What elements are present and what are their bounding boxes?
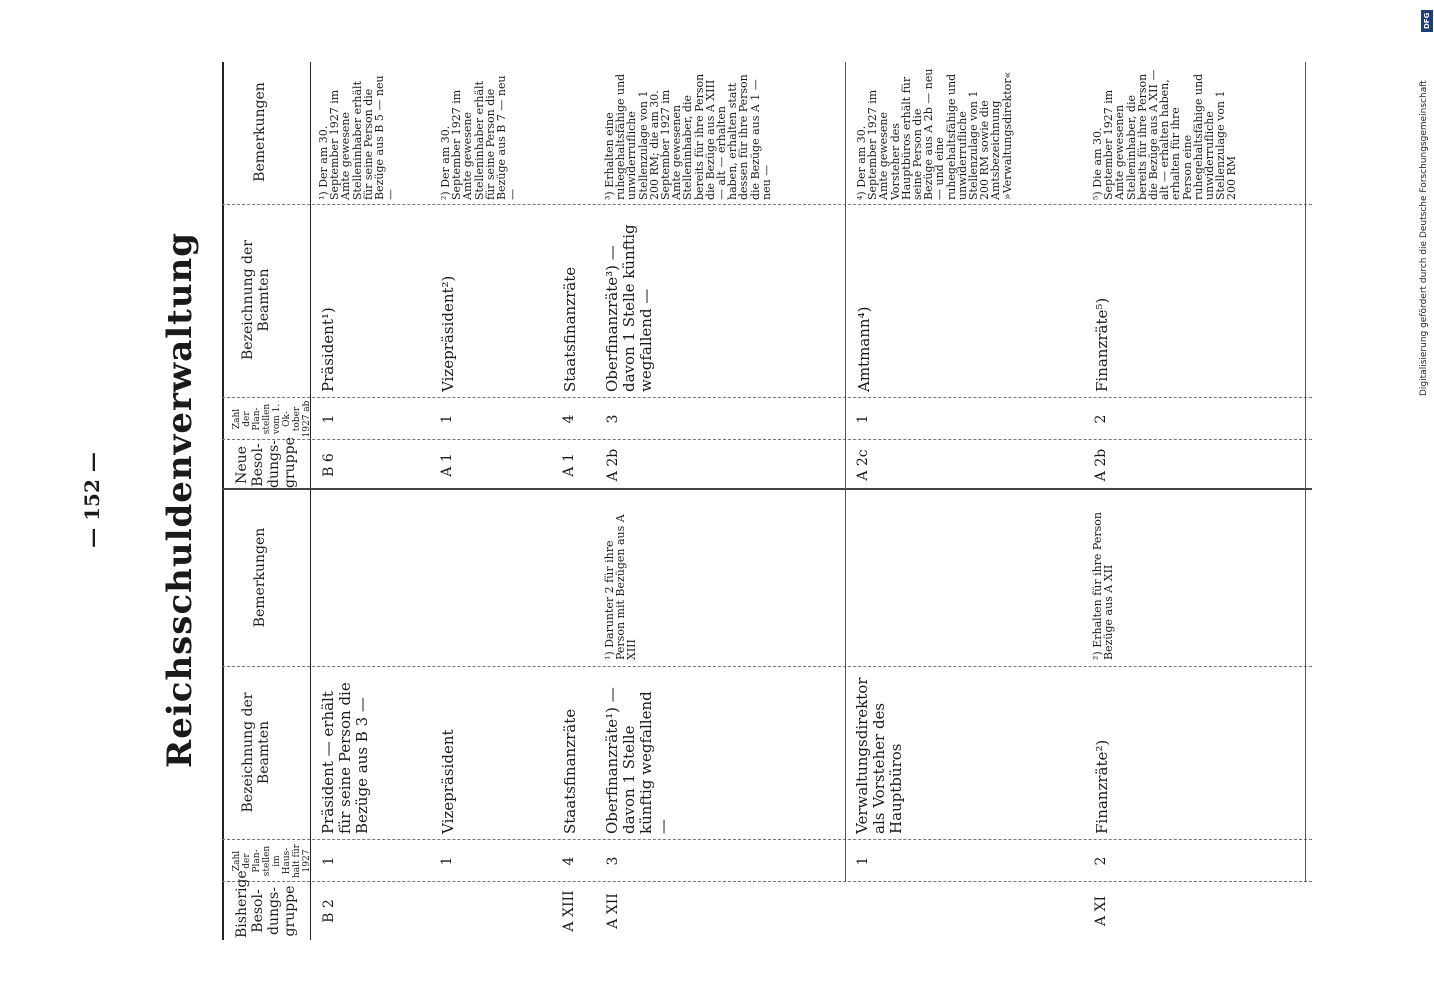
header-count-new: Zahl der Plan-stellen vom 1. Ok-tober 1927 ab [232,400,312,438]
dfg-logo-icon: DFG [1421,10,1433,32]
row-count-old: 4 [561,856,577,866]
row-rule [845,62,846,882]
row-count-new: 1 [855,414,871,424]
row-designation-new: Vizepräsident²) [439,275,457,392]
row-count-old: 3 [605,856,621,866]
header-new-group: Neue Besol-dungs-gruppe [234,437,298,488]
column-separator [222,204,1312,205]
row-remark-new: ⁵) Die am 30. September 1927 im Amte gewesenen Stelleninhaber, die bereits für ihre Person die Bezüge aus A XII — alt — erhalten haben, erhalten für ihre Person eine ruhegehaltsfähige und unwiderrufliche Stellenzulage von 1 200 RM [1091,69,1239,200]
row-designation-new: Präsident¹) [319,307,337,392]
row-old-group: A XIII [561,890,577,932]
row-old-group: A XI [1093,895,1109,927]
center-divider [222,488,1312,490]
row-designation-new: Amtmann⁴) [855,306,873,392]
row-count-new: 4 [561,414,577,424]
header-remarks-old: Bemerkungen [252,527,268,628]
page-title: Reichsschuldenverwaltung [160,231,200,769]
table-top-rule [222,62,224,940]
row-new-group: A 2b [1093,448,1109,482]
row-count-old: 1 [321,856,337,866]
row-count-old: 2 [1093,856,1109,866]
row-count-new: 1 [321,414,337,424]
row-count-new: 2 [1093,414,1109,424]
page-number: — 152 — [80,452,104,548]
row-remark-old: ¹) Darunter 2 für ihre Person mit Bezügen aus A XIII [603,514,639,660]
digitization-note: Digitalisierung gefördert durch die Deutsche Forschungsgemeinschaft [1419,80,1429,396]
header-count-budget: Zahl der Plan-stellen im Haus-halt für 1927 [232,844,312,878]
header-designation-old: Bezeichnung der Beamten [240,692,272,813]
row-remark-new: ³) Erhalten eine ruhegehaltsfähige und unwiderrufliche Stellenzulage von 1 200 RM; die am 30. September 1927 im Amte gewesenen Stelleninhaber, die bereits für ihre Person die Bezüge aus A XIII — alt — erhalten haben, erhalten statt dessen für ihre Person die Bezüge aus A 1 — neu — [603,73,773,200]
row-new-group: A 1 [439,453,455,477]
row-remark-new: ⁴) Der am 30. September 1927 im Amte gewesene Vorsteher des Hauptbüros erhält für seine Person die Bezüge aus A 2b — neu — und eine ruhegehaltsfähige und unwiderrufliche Stellenzulage von 1 200 RM sowie die Amtsbezeichnung »Verwaltungsdirektor« [855,68,1014,200]
row-new-group: A 2b [605,448,621,482]
header-designation-new: Bezeichnung der Beamten [240,240,272,360]
row-count-new: 3 [605,414,621,424]
row-new-group: A 2c [855,449,871,481]
row-old-group: A XII [605,893,621,929]
row-designation-old: Vizepräsident [439,729,457,834]
column-separator [222,397,1312,398]
row-designation-new: Staatsfinanzräte [561,266,579,392]
row-count-old: 1 [439,856,455,866]
row-designation-old: Verwaltungsdirektor als Vorsteher des Hauptbüros [853,677,905,834]
row-designation-old: Staatsfinanzräte [561,708,579,834]
row-designation-old: Präsident — erhält für seine Person die Bezüge aus B 3 — [319,682,371,834]
column-separator [222,881,1312,882]
column-separator [222,839,1312,840]
row-remark-new: ¹) Der am 30. September 1927 im Amte gewesene Stelleninhaber erhält für seine Person die Bezüge aus B 5 — neu — [317,75,398,200]
column-separator [222,439,1312,440]
row-new-group: A 1 [561,453,577,477]
header-remarks-new: Bemerkungen [252,82,268,182]
row-count-new: 1 [439,414,455,424]
header-old-group: Bisherige Besol-dungs-gruppe [234,870,298,938]
row-designation-new: Finanzräte⁵) [1093,297,1111,392]
row-designation-old: Oberfinanzräte¹) — davon 1 Stelle künftig wegfallend — [603,687,672,834]
row-designation-old: Finanzräte²) [1093,739,1111,834]
row-remark-new: ²) Der am 30. September 1927 im Amte gewesene Stelleninhaber erhält für seine Person die Bezüge aus B 7 — neu — [439,75,520,200]
row-designation-new: Oberfinanzräte³) — davon 1 Stelle künftig wegfallend — [603,224,655,392]
row-count-old: 1 [855,856,871,866]
table-bottom-rule [1305,62,1306,882]
row-new-group: B 6 [321,453,337,477]
row-old-group: B 2 [321,899,337,923]
header-bottom-rule [310,62,311,940]
column-separator [222,666,1312,667]
row-remark-old: ²) Erhalten für ihre Person Bezüge aus A XII [1091,512,1116,660]
